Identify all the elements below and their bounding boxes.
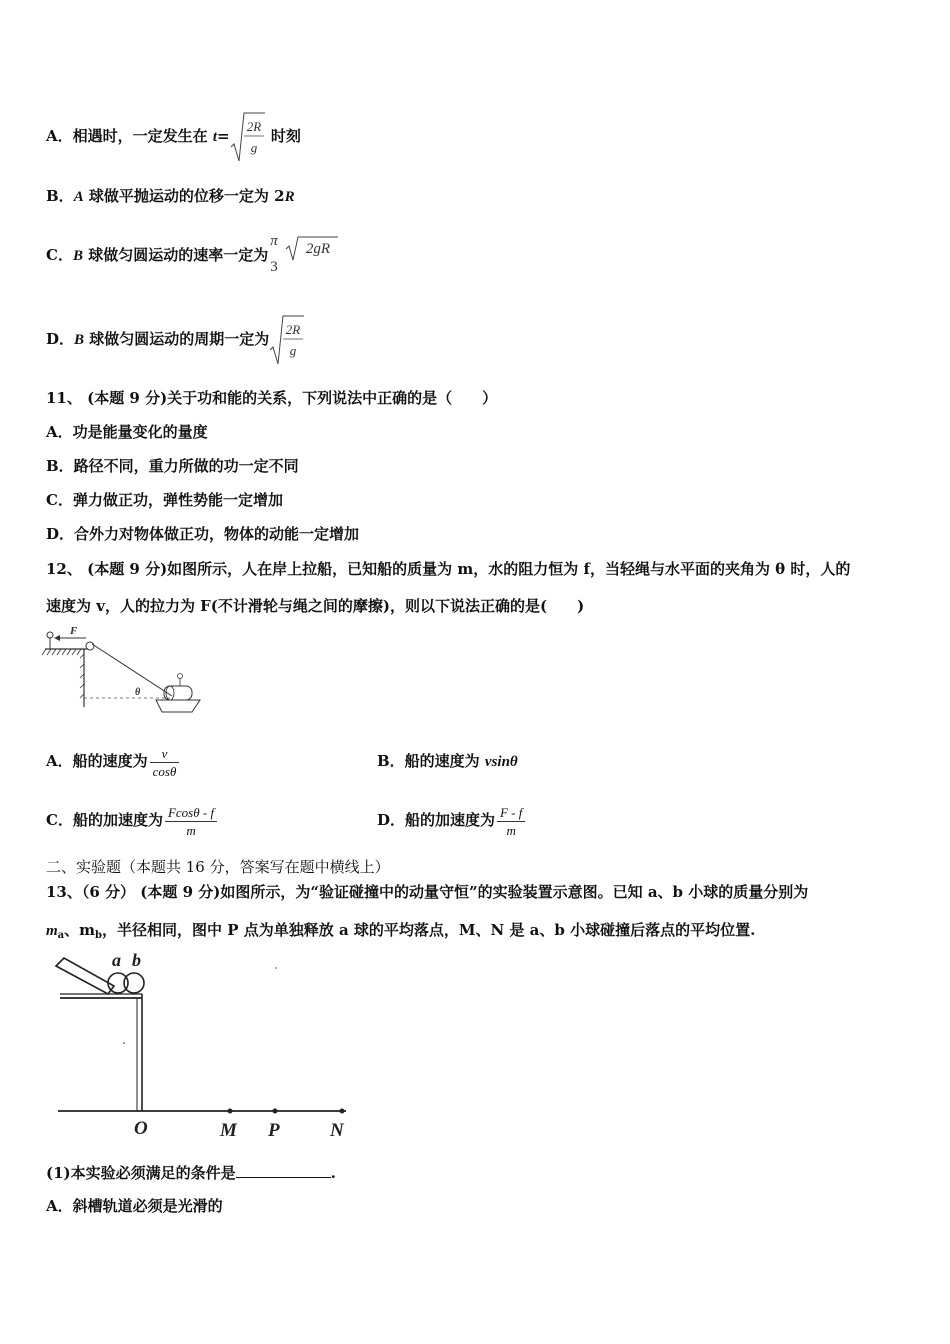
q12-d-den: m: [506, 822, 516, 838]
q13-stem-line2: [46, 920, 755, 946]
q10-c-frac-num: π: [270, 233, 278, 249]
q13-figure-collision: [46, 948, 366, 1143]
q10-option-c: [46, 222, 340, 288]
q12-b-text: B．船的速度为: [377, 752, 485, 770]
q13-q1-end: .: [330, 1164, 336, 1182]
q10-b-prefix: B．: [46, 187, 74, 205]
q13-m: m: [46, 923, 58, 939]
q11-option-c: C．弹力做正功，弹性势能一定增加: [46, 491, 283, 509]
q11-option-a: A．功是能量变化的量度: [46, 423, 208, 441]
q13-figure-label-b: b: [132, 950, 141, 970]
q12-d-text: D．船的加速度为: [377, 811, 496, 829]
q13-figure-label-p: P: [268, 1120, 280, 1141]
q13-sub-b: b: [95, 930, 103, 941]
q10-a-sqrt: [230, 111, 266, 163]
q10-option-d: [46, 304, 305, 374]
q10-c-text: 球做匀圆运动的速率一定为: [82, 246, 269, 264]
q10-d-text: 球做匀圆运动的周期一定为: [84, 330, 270, 348]
q10-a-prefix: A．相遇时，一定发生在: [46, 127, 213, 145]
q12-option-a: [46, 740, 181, 782]
q12-d-num: F - f: [497, 805, 525, 822]
q12-option-d: [377, 799, 527, 841]
q10-a-eq: =: [217, 127, 230, 145]
q10-d-num: 2R: [286, 322, 301, 337]
q10-d-var: B: [74, 332, 85, 348]
q10-a-num: 2R: [246, 119, 261, 134]
q12-c-text: C．船的加速度为: [46, 811, 163, 829]
q10-c-prefix: C．: [46, 246, 73, 264]
q12-b-val: vsinθ: [484, 754, 518, 770]
q12-d-frac: [497, 805, 525, 838]
q10-a-suffix: 时刻: [265, 127, 301, 145]
q10-c-sqrt: 2gR: [306, 241, 331, 257]
q13-figure-label-o: O: [134, 1118, 148, 1139]
q13-subquestion-1: [46, 1163, 336, 1183]
q13-figure-label-n: N: [330, 1120, 344, 1141]
q12-figure-label-theta: θ: [135, 687, 141, 698]
q13-q1-text: (1)本实验必须满足的条件是: [46, 1164, 236, 1182]
q11-stem: 11、 (本题 9 分)关于功和能的关系，下列说法中正确的是（ ）: [46, 389, 498, 407]
q11-option-d: D．合外力对物体做正功，物体的动能一定增加: [46, 525, 360, 543]
q12-a-den: cosθ: [152, 763, 177, 779]
q10-d-prefix: D．: [46, 330, 75, 348]
q12-option-c: [46, 799, 219, 841]
q13-mid: 、m: [64, 921, 96, 939]
q12-a-num: v: [150, 746, 180, 763]
q12-figure-label-f: F: [70, 625, 78, 637]
q10-d-sqrt: [269, 314, 305, 366]
q10-b-var: A: [73, 189, 84, 205]
q10-b-var2: R: [284, 189, 295, 205]
q11-option-b: B．路径不同，重力所做的功一定不同: [46, 457, 299, 475]
q13-figure-label-a: a: [112, 950, 121, 970]
q13-stem-line1: 13、（6 分） (本题 9 分)如图所示，为“验证碰撞中的动量守恒”的实验装置示意图。已知 a、b 小球的质量分别为: [46, 883, 809, 901]
q10-a-den: g: [250, 140, 257, 155]
q13-rest: ，半径相同，图中 P 点为单独释放 a 球的平均落点，M、N 是 a、b 小球碰撞后落点的平均位置.: [102, 921, 756, 939]
q10-option-b: [46, 186, 295, 207]
q13-sub-a: a: [57, 930, 65, 941]
q10-c-var: B: [72, 248, 83, 264]
q12-figure-boat-pull: [40, 622, 210, 722]
q12-a-text: A．船的速度为: [46, 752, 148, 770]
q12-c-frac: [165, 805, 217, 838]
q12-option-b: [377, 751, 518, 772]
q13-option-a: A．斜槽轨道必须是光滑的: [46, 1197, 223, 1215]
q10-c-frac-den: 3: [270, 259, 278, 275]
q10-a-var: t: [212, 129, 218, 145]
q13-figure-label-m: M: [220, 1120, 237, 1141]
q12-c-den: m: [186, 822, 196, 838]
q12-a-frac: [150, 746, 180, 779]
q10-b-text: 球做平抛运动的位移一定为 2: [83, 187, 285, 205]
q10-option-a: [46, 104, 301, 168]
q12-stem-line2: 速度为 v，人的拉力为 F(不计滑轮与绳之间的摩擦)，则以下说法正确的是( ): [46, 597, 585, 615]
q12-stem-line1: 12、 (本题 9 分)如图所示，人在岸上拉船，已知船的质量为 m，水的阻力恒为 f，当轻绳与水平面的夹角为 θ 时，人的: [46, 560, 851, 578]
q12-c-num: Fcosθ - f: [165, 805, 217, 822]
q10-c-math: [268, 231, 340, 281]
q10-d-den: g: [290, 343, 297, 358]
q13-answer-blank[interactable]: [236, 1163, 331, 1178]
section2-heading: 二、实验题（本题共 16 分，答案写在题中横线上）: [46, 858, 390, 876]
